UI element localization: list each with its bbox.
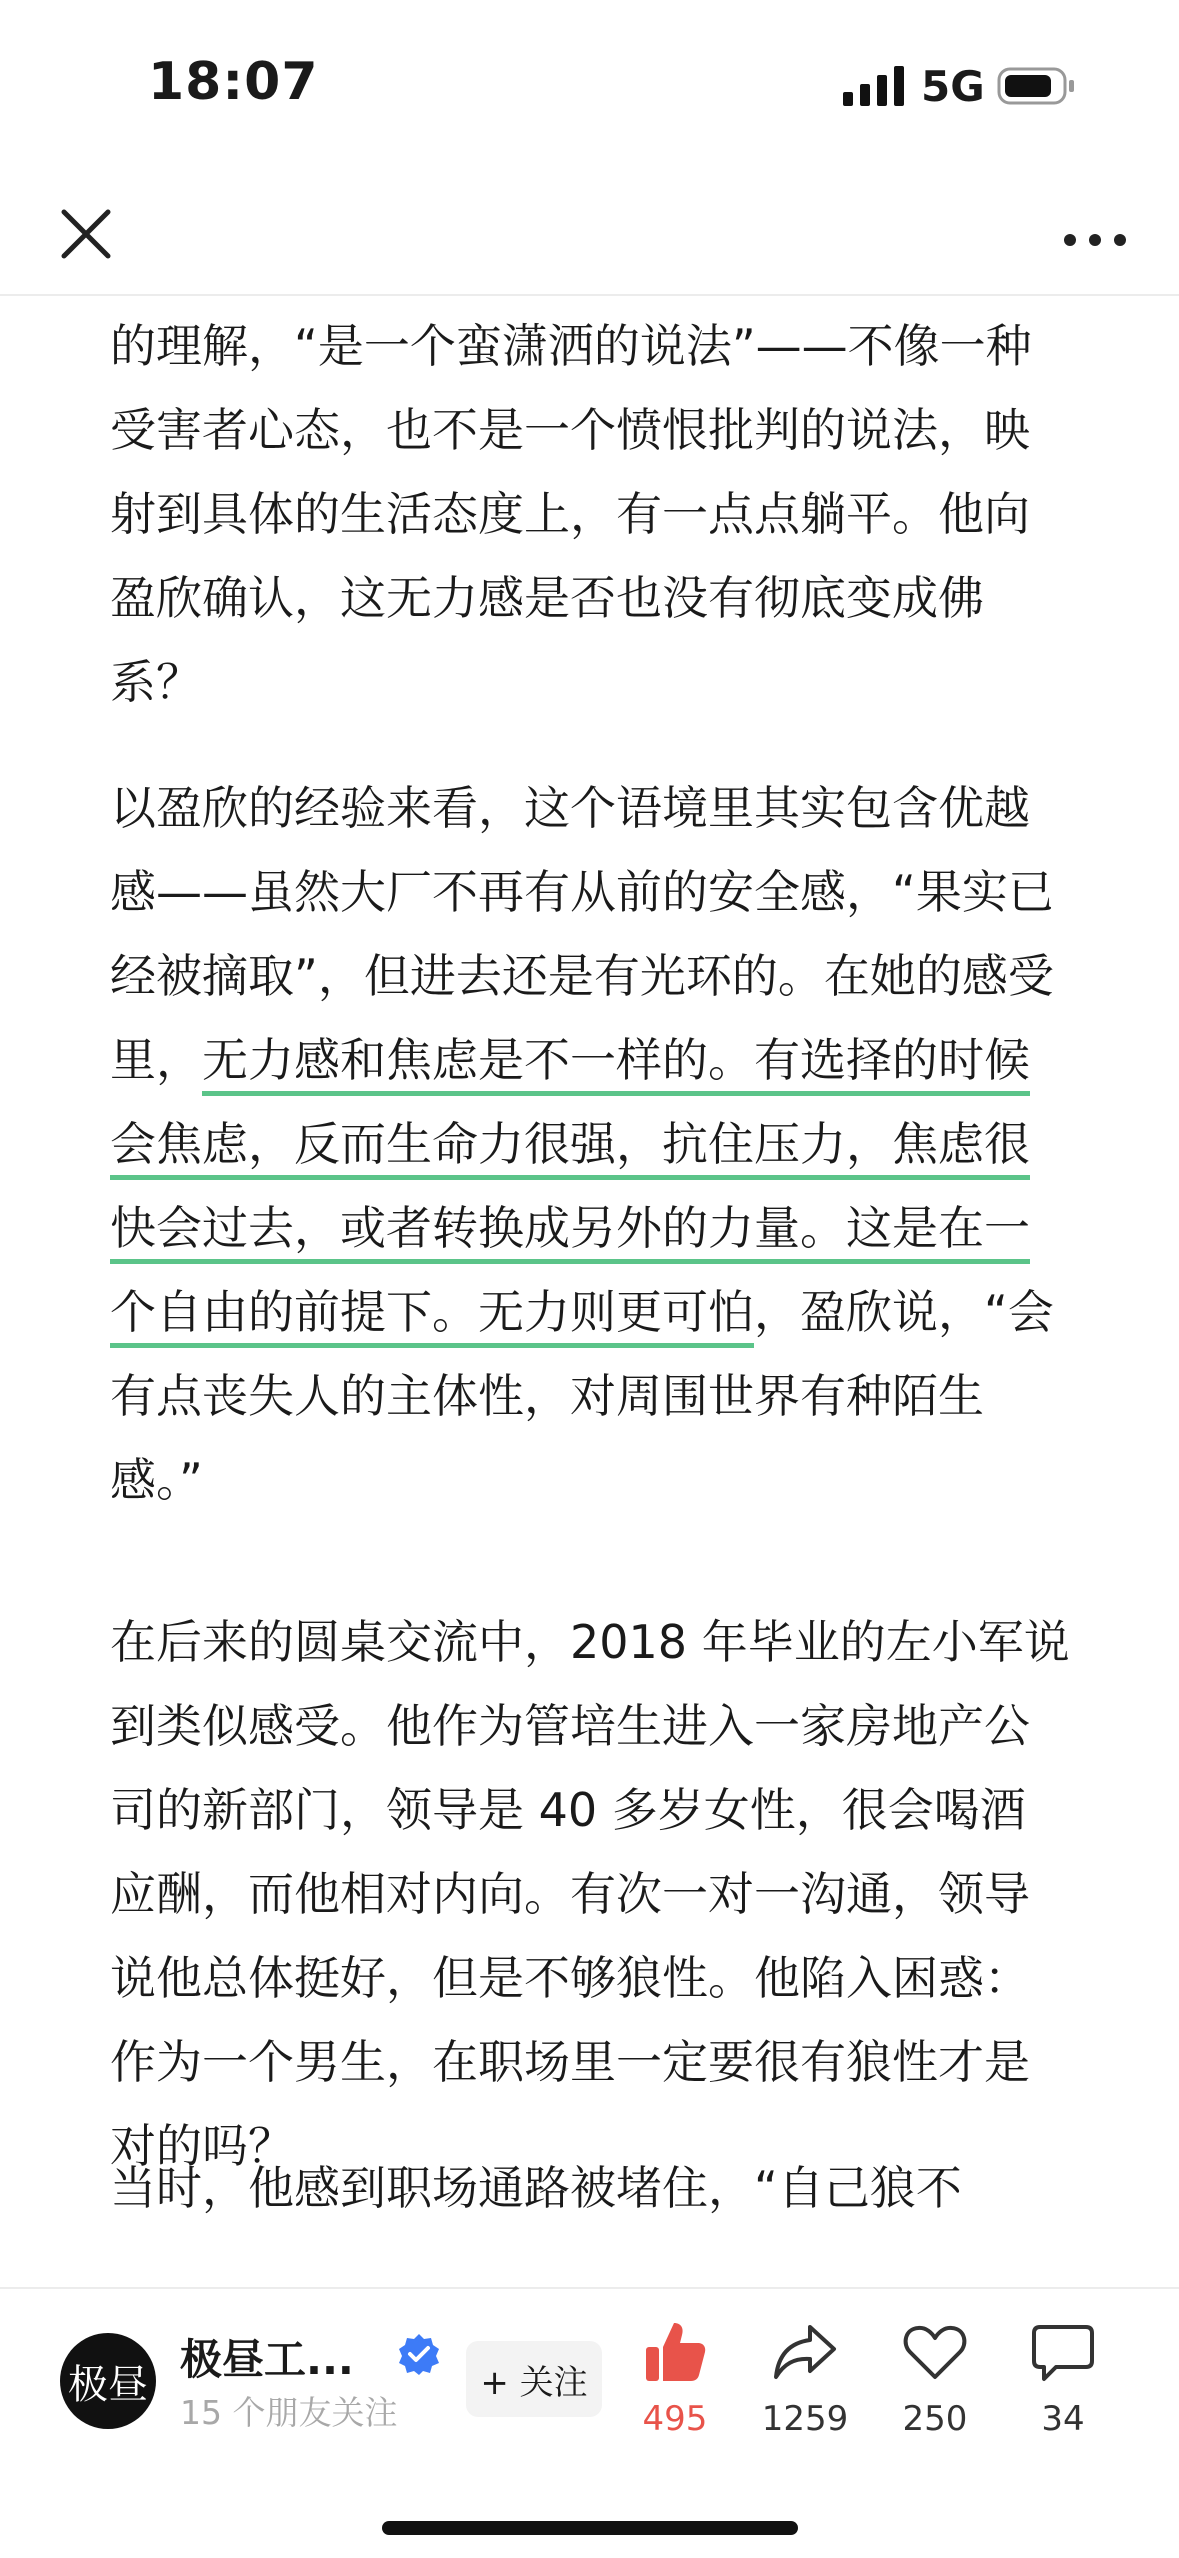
more-button[interactable] [1050, 196, 1140, 272]
highlighted-text[interactable]: 无力感和焦虑是不一样的。有选择的时候会焦虑，反而生命力很强，抗住压力，焦虑很快会过去，或者转换成另外的力量。这是在一个自由的前提下。无力则更可怕 [110, 1033, 1030, 1348]
like-count: 495 [642, 2399, 708, 2439]
favorite-count: 250 [902, 2399, 968, 2439]
network-label: 5G [921, 62, 985, 111]
thumbs-up-icon [642, 2319, 708, 2385]
share-count: 1259 [761, 2399, 849, 2439]
signal-icon [843, 66, 907, 106]
status-time: 18:07 [148, 52, 319, 112]
friends-following-text: 15 个朋友关注 [180, 2393, 398, 2432]
paragraph-2-end: ，盈欣说，“会有点丧失人的主体性，对周围世界有种陌生感。” [110, 1285, 1054, 1507]
paragraph-3: 在后来的圆桌交流中，2018 年毕业的左小军说到类似感受。他作为管培生进入一家房地产公司的新部门，领导是 40 多岁女性，很会喝酒应酬，而他相对内向。有次一对一沟通，领导说他总体挺好，但是不够狼性。他陷入困惑：作为一个男生，在职场里一定要很有狼性才是对的吗？ [110, 1615, 1070, 2173]
close-icon [48, 196, 124, 272]
status-bar [0, 0, 1179, 160]
comment-button[interactable] [998, 2319, 1128, 2469]
verified-badge-icon [398, 2333, 440, 2375]
like-button[interactable] [610, 2319, 740, 2469]
favorite-button[interactable] [870, 2319, 1000, 2469]
comment-count: 34 [1041, 2399, 1085, 2439]
battery-icon [997, 66, 1077, 106]
top-toolbar [0, 180, 1179, 296]
paragraph-2 [110, 766, 1070, 1522]
comment-bubble-icon [1030, 2319, 1096, 2385]
account-name[interactable]: 极昼工... [180, 2335, 354, 2384]
share-arrow-icon [772, 2319, 838, 2385]
paragraph-1: 的理解，“是一个蛮潇洒的说法”——不像一种受害者心态，也不是一个愤恨批判的说法，映射到具体的生活态度上，有一点点躺平。他向盈欣确认，这无力感是否也没有彻底变成佛系？ [110, 319, 1032, 709]
bottom-action-bar [0, 2287, 1179, 2558]
heart-icon [902, 2319, 968, 2385]
paragraph-4: 当时，他感到职场通路被堵住，“自己狼不 [110, 2161, 962, 2215]
article-content [0, 296, 1179, 2286]
close-button[interactable] [48, 196, 124, 272]
follow-button[interactable]: + 关注 [466, 2341, 602, 2417]
account-avatar[interactable] [60, 2333, 156, 2429]
avatar-text: 极昼 [68, 2361, 148, 2408]
more-dots-icon [1050, 196, 1140, 272]
share-button[interactable] [740, 2319, 870, 2469]
paragraph-2-start: 以盈欣的经验来看，这个语境里其实包含优越感——虽然大厂不再有从前的安全感，“果实已经被摘取”，但进去还是有光环的。在她的感受里， [110, 781, 1054, 1087]
home-indicator [382, 2521, 798, 2535]
